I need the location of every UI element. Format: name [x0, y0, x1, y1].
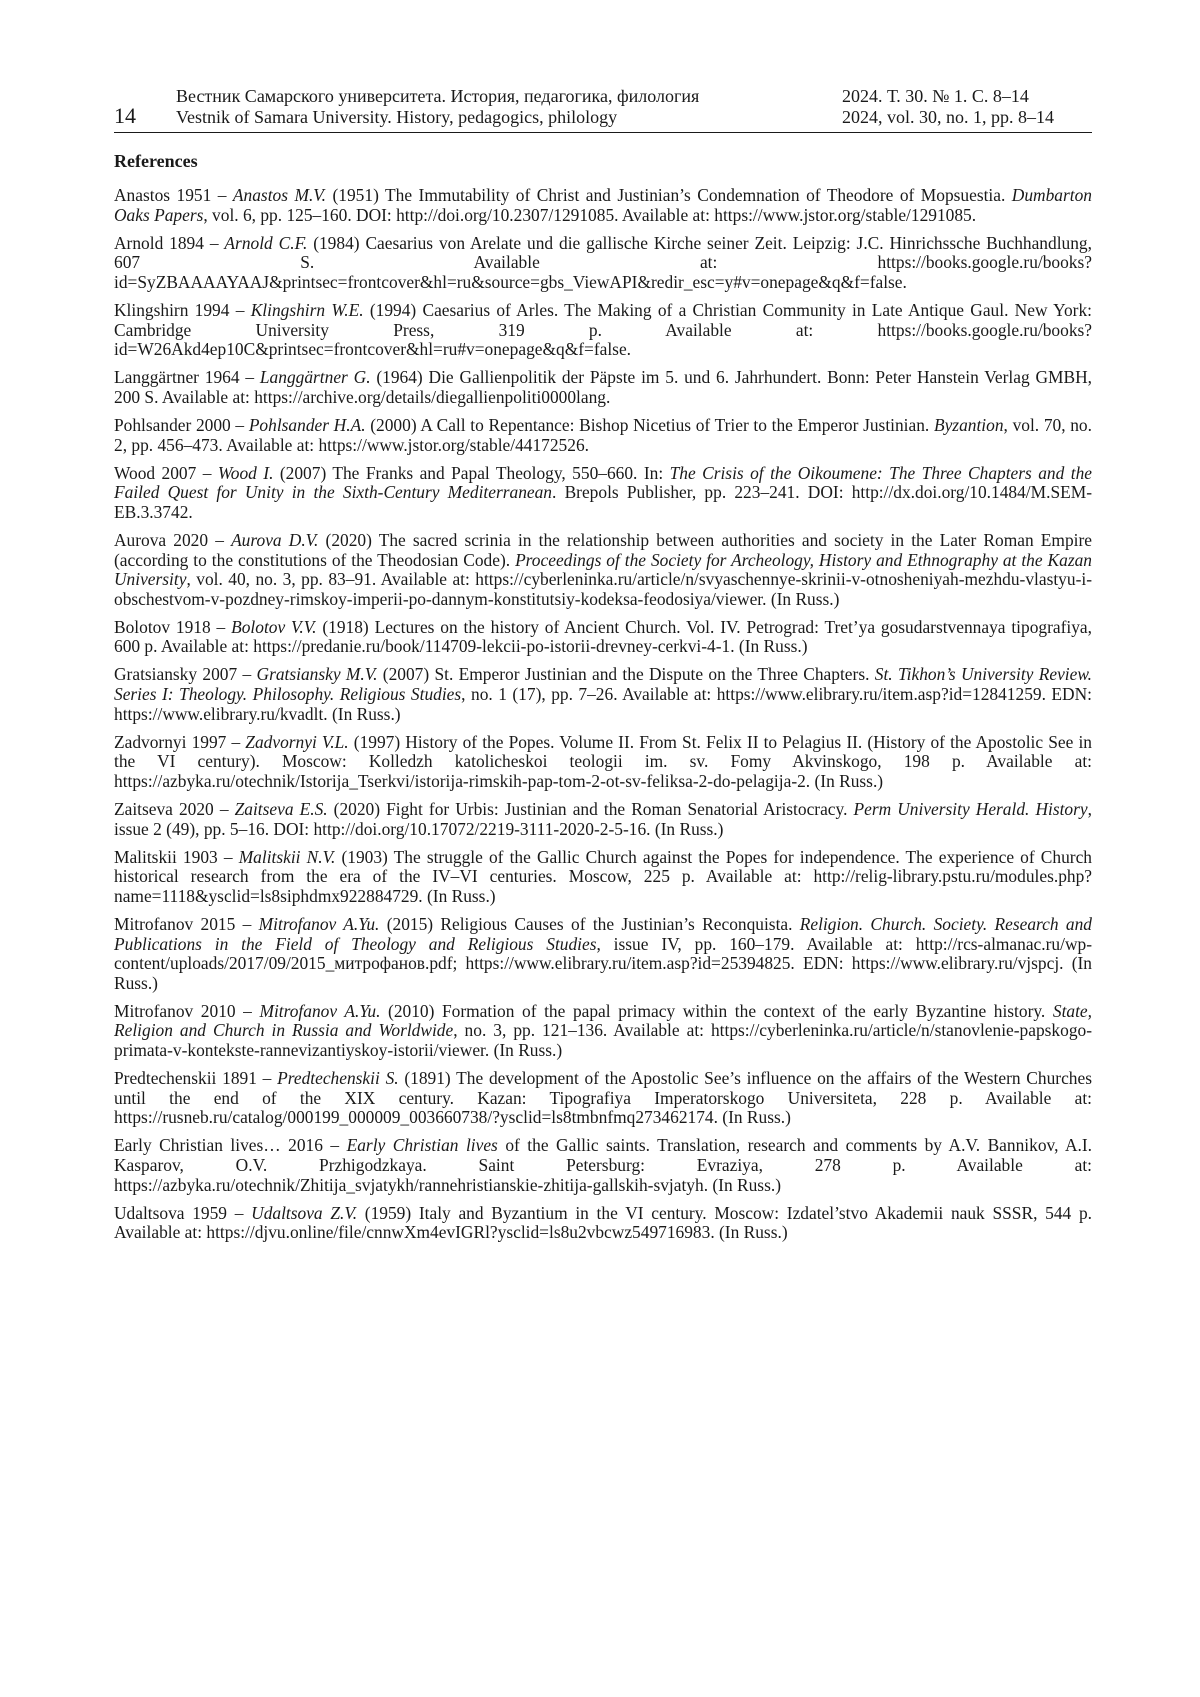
ref-details: , vol. 6, pp. 125–160. DOI: http://doi.org/10.2307/1291085. Available at: https://www.jstor.org/stable/1291085.	[203, 204, 977, 225]
ref-text: (2007) St. Emperor Justinian and the Dispute on the Three Chapters.	[377, 664, 875, 685]
ref-key: Wood 2007 –	[114, 462, 218, 483]
reference-entry	[114, 301, 1092, 360]
reference-entry	[114, 1204, 1092, 1243]
ref-details: , no. 3, pp. 121–136. Available at: https://cyberleninka.ru/article/n/stanovlenie-papskogo-primata-v-kontekste-rannevizantiyskoy-istorii/viewer. (In Russ.)	[114, 1020, 1093, 1061]
reference-entry	[114, 733, 1092, 792]
reference-entry	[114, 1136, 1092, 1195]
ref-key: Langgärtner 1964 –	[114, 367, 260, 388]
references-section	[114, 150, 1092, 1251]
reference-entry	[114, 368, 1092, 407]
ref-author: Wood I.	[217, 462, 274, 483]
reference-entry	[114, 915, 1092, 993]
reference-entry	[114, 665, 1092, 724]
ref-details: . Brepols Publisher, pp. 223–241. DOI: http://dx.doi.org/10.1484/M.SEM-EB.3.3742.	[114, 482, 1092, 522]
reference-entry	[114, 186, 1092, 225]
ref-source: Religion. Church. Society. Research and Publications in the Field of Theology and Religious Studies	[114, 914, 1092, 954]
ref-text: (1918) Lectures on the history of Ancient Church. Vol. IV. Petrograd: Tret’ya gosudarstvennaya tipografiya, 600 p. Available at: https://predanie.ru/book/114709-lekcii-po-istorii-drevney-cerkvi-4-1. (In Russ.)	[114, 616, 1092, 657]
ref-text: (1997) History of the Popes. Volume II. From St. Felix II to Pelagius II. (History of the Apostolic See in the VI century). Moscow: Kolledzh katolicheskoi teologii im. sv. Fomy Akvinskogo, 198 p. Available at: https://azbyka.ru/otechnik/Istorija_Tserkvi/istorija-rimskih-pap-tom-2-ot-sv-feliksa-2-do-pelagija-2. (In Russ.)	[114, 731, 1092, 791]
ref-key: Pohlsander 2000 –	[114, 414, 249, 435]
ref-text: (1959) Italy and Byzantium in the VI century. Moscow: Izdatel’stvo Akademii nauk SSSR, 544 p. Available at: https://djvu.online/file/cnnwXm4evIGRl?ysclid=ls8u2vbcwz549716983. (In Russ.)	[114, 1202, 1092, 1243]
ref-key: Udaltsova 1959 –	[114, 1202, 252, 1223]
ref-key: Mitrofanov 2010 –	[114, 1000, 260, 1021]
reference-entry	[114, 1002, 1092, 1061]
ref-text: (1951) The Immutability of Christ and Justinian’s Condemnation of Theodore of Mopsuestia.	[326, 185, 1012, 205]
ref-key: Zadvornyi 1997 –	[114, 731, 246, 752]
ref-details: , no. 1 (17), pp. 7–26. Available at: https://www.elibrary.ru/item.asp?id=12841259. EDN: https://www.elibrary.ru/kvadlt. (In Russ.)	[114, 684, 1092, 724]
ref-author: Pohlsander H.A.	[248, 414, 366, 435]
ref-text: (1903) The struggle of the Gallic Church against the Popes for independence. The experience of Church historical research from the era of the IV–VI centuries. Moscow, 225 p. Available at: http://relig-library.pstu.ru/modules.php?name=1118&ysclid=ls8siphdmx922884729. (In Russ.)	[114, 846, 1092, 906]
issue-info	[842, 86, 1054, 128]
ref-text: (2020) Fight for Urbis: Justinian and the Roman Senatorial Aristocracy.	[327, 799, 854, 820]
ref-source: Perm University Herald. History	[853, 799, 1088, 820]
ref-key: Aurova 2020 –	[114, 529, 232, 550]
reference-entry	[114, 464, 1092, 523]
ref-source: Dumbarton Oaks Papers	[114, 185, 1092, 225]
ref-source: State, Religion and Church in Russia and Worldwide	[114, 1000, 1092, 1041]
issue-info-en: 2024, vol. 30, no. 1, pp. 8–14	[842, 107, 1055, 127]
ref-key: Bolotov 1918 –	[114, 616, 232, 637]
ref-author: Arnold C.F.	[224, 232, 308, 253]
ref-author: Malitskii N.V.	[238, 846, 336, 867]
ref-author: Klingshirn W.E.	[250, 299, 364, 320]
ref-author: Zaitseva E.S.	[234, 799, 328, 820]
ref-text: of the Gallic saints. Translation, research and comments by A.V. Bannikov, A.I. Kasparov, O.V. Przhigodzkaya. Saint Petersburg: Evraziya, 278 p. Available at: https://azbyka.ru/otechnik/Zhitija_svjatykh/rannehristianskie-zhitija-gallskih-svjatyh. (In Russ.)	[114, 1135, 1093, 1195]
ref-key: Predtechenskii 1891 –	[114, 1068, 278, 1089]
journal-title-en: Vestnik of Samara University. History, pedagogics, philology	[176, 107, 618, 127]
reference-entry	[114, 1069, 1092, 1128]
ref-source: The Crisis of the Oikoumene: The Three Chapters and the Failed Quest for Unity in the Sixth-Century Mediterranean	[114, 462, 1093, 503]
ref-author: Mitrofanov A.Yu.	[259, 1000, 381, 1021]
ref-key: Arnold 1894 –	[114, 232, 225, 253]
page-number: 14	[114, 103, 136, 128]
ref-text: (1964) Die Gallienpolitik der Päpste im 5. und 6. Jahrhundert. Bonn: Peter Hanstein Verlag GMBH, 200 S. Available at: https://archive.org/details/diegallienpoliti0000lang.	[114, 367, 1093, 407]
ref-author: Langgärtner G.	[259, 367, 371, 388]
ref-details: , issue IV, pp. 160–179. Available at: http://rcs-almanac.ru/wp-content/uploads/2017/09/2015_митрофанов.pdf; https://www.elibrary.ru/item.asp?id=25394825. EDN: https://www.elibrary.ru/vjspcj. (In Russ.)	[114, 933, 1092, 993]
reference-entry	[114, 618, 1092, 657]
ref-author: Udaltsova Z.V.	[251, 1202, 358, 1223]
ref-author: Anastos M.V.	[232, 185, 327, 205]
section-title: References	[114, 151, 198, 171]
ref-text: (2020) The sacred scrinia in the relationship between authorities and society in the Later Roman Empire (according to the constitutions of the Theodosian Code).	[114, 529, 1092, 570]
ref-author: Gratsiansky M.V.	[256, 664, 378, 685]
journal-title	[176, 86, 699, 128]
reference-entry	[114, 531, 1092, 609]
ref-key: Mitrofanov 2015 –	[114, 914, 259, 934]
reference-entry	[114, 416, 1092, 455]
reference-entry	[114, 848, 1092, 907]
ref-source: St. Tikhon’s University Review. Series I: Theology. Philosophy. Religious Studies	[114, 664, 1092, 705]
ref-text: (2010) Formation of the papal primacy within the context of the early Byzantine history.	[380, 1000, 1053, 1021]
ref-text: (1984) Caesarius von Arelate und die gallische Kirche seiner Zeit. Leipzig: J.C. Hinrichssche Buchhandlung, 607 S. Available at: https://books.google.ru/books?id=SyZBAAAAYAAJ&printsec=frontcover&hl=ru&source=gbs_ViewAPI&redir_esc=y#v=onepage&q&f=false.	[114, 232, 1092, 292]
ref-key: Zaitseva 2020 –	[114, 799, 235, 820]
ref-text: (2000) A Call to Repentance: Bishop Nicetius of Trier to the Emperor Justinian.	[365, 414, 934, 435]
ref-author: Zadvornyi V.L.	[245, 731, 349, 752]
reference-entry	[114, 800, 1092, 839]
ref-details: , vol. 40, no. 3, pp. 83–91. Available at: https://cyberleninka.ru/article/n/svyaschennye-skrinii-v-otnosheniyah-mezhdu-vlastyu-i-obschestvom-v-pozdney-rimskoy-imperii-po-dannym-konstitutsiy-kodeksa-feodosiya/viewer. (In Russ.)	[114, 569, 1092, 609]
ref-text: (2007) The Franks and Papal Theology, 550–660. In:	[273, 462, 670, 483]
journal-title-ru: Вестник Самарского университета. История, педагогика, филология	[176, 86, 700, 106]
ref-details: , issue 2 (49), pp. 5–16. DOI: http://doi.org/10.17072/2219-3111-2020-2-5-16. (In Russ.)	[114, 799, 1092, 839]
ref-text: (2015) Religious Causes of the Justinian’s Reconquista.	[379, 914, 800, 934]
ref-key: Malitskii 1903 –	[114, 846, 239, 867]
ref-key: Anastos 1951 –	[114, 185, 233, 205]
ref-text: (1994) Caesarius of Arles. The Making of a Christian Community in Late Antique Gaul. New York: Cambridge University Press, 319 p. Available at: https://books.google.ru/books?id=W26Akd4ep10C&printsec=frontcover&hl=ru#v=onepage&q&f=false.	[114, 299, 1092, 360]
ref-author: Mitrofanov A.Yu.	[258, 914, 380, 934]
ref-source: Proceedings of the Society for Archeology, History and Ethnography at the Kazan University	[114, 549, 1093, 590]
ref-author: Bolotov V.V.	[231, 616, 317, 637]
ref-text: (1891) The development of the Apostolic See’s influence on the affairs of the Western Churches until the end of the XIX century. Kazan: Tipografiya Imperatorskogo Universiteta, 228 p. Available at: https://rusneb.ru/catalog/000199_000009_003660738/?ysclid=ls8tmbnfmq273462174. (In Russ.)	[114, 1068, 1092, 1128]
ref-author: Aurova D.V.	[231, 529, 319, 550]
ref-key: Gratsiansky 2007 –	[114, 664, 257, 685]
ref-details: , vol. 70, no. 2, pp. 456–473. Available at: https://www.jstor.org/stable/44172526.	[114, 414, 1092, 455]
reference-entry	[114, 234, 1092, 293]
ref-author: Early Christian lives	[346, 1135, 498, 1156]
running-header	[114, 86, 1092, 133]
ref-key: Early Christian lives… 2016 –	[114, 1135, 347, 1156]
ref-key: Klingshirn 1994 –	[114, 299, 251, 320]
issue-info-ru: 2024. Т. 30. № 1. С. 8–14	[842, 86, 1029, 106]
ref-author: Predtechenskii S.	[277, 1068, 399, 1089]
ref-source: Byzantion	[933, 414, 1004, 435]
